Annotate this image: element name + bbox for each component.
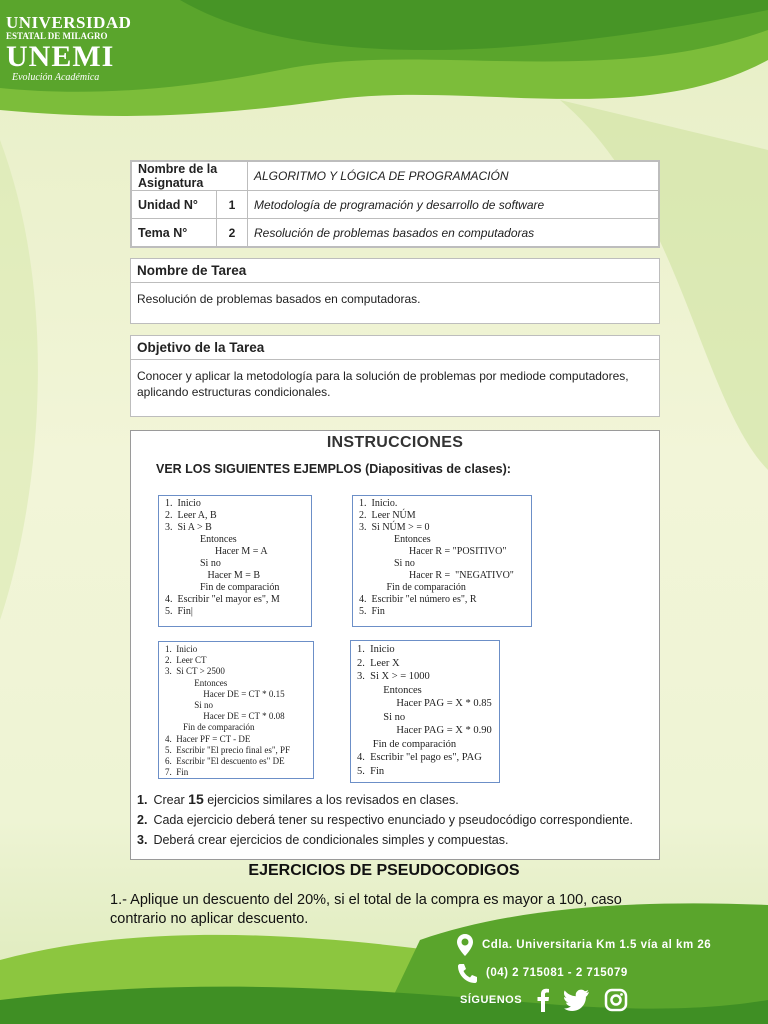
task-name-box bbox=[130, 258, 660, 324]
task-name-body: Resolución de problemas basados en computadoras. bbox=[137, 292, 421, 306]
pseudocode-line: Entonces bbox=[165, 677, 228, 688]
instructions-subtitle: VER LOS SIGUIENTES EJEMPLOS (Diapositivas de clases): bbox=[156, 462, 511, 476]
pseudocode-line: Entonces bbox=[357, 684, 422, 696]
topic-value: Resolución de problemas basados en computadoras bbox=[248, 219, 659, 247]
pseudocode-line: Fin de comparación bbox=[165, 722, 255, 733]
pseudocode-line: 1. Inicio bbox=[165, 644, 198, 654]
pseudocode-line: 2. Leer NÚM bbox=[359, 510, 416, 521]
task-1-text-a: Crear bbox=[153, 793, 189, 807]
footer-social bbox=[460, 988, 628, 1012]
address-text: Cdla. Universitaria Km 1.5 vía al km 26 bbox=[482, 939, 712, 951]
pseudocode-line: 5. Fin bbox=[359, 606, 385, 617]
objective-box bbox=[130, 335, 660, 417]
pseudocode-line: Fin de comparación bbox=[165, 582, 280, 593]
task-2-number: 2. bbox=[137, 813, 148, 827]
follow-label: SÍGUENOS bbox=[460, 994, 523, 1006]
logo-line2: ESTATAL DE MILAGRO bbox=[6, 31, 108, 41]
pseudocode-line: 1. Inicio bbox=[357, 644, 395, 655]
pseudocode-line: Hacer R = "POSITIVO" bbox=[359, 546, 507, 557]
task-list bbox=[137, 791, 633, 853]
pseudocode-line: 7. Fin bbox=[165, 767, 189, 778]
pseudocode-line: Hacer PAG = X * 0.85 bbox=[357, 698, 492, 709]
pseudocode-line: 3. Si X > = 1000 bbox=[357, 671, 430, 682]
task-2-text: Cada ejercicio deberá tener su respectivo enunciado y pseudocódigo correspondiente. bbox=[153, 813, 633, 827]
pseudocode-line: Hacer DE = CT * 0.08 bbox=[165, 711, 285, 722]
unemi-logo bbox=[6, 13, 132, 84]
task-item-2 bbox=[137, 813, 633, 827]
task-name-heading: Nombre de Tarea bbox=[131, 259, 659, 283]
task-item-1 bbox=[137, 791, 633, 807]
pseudocode-line: 4. Hacer PF = CT - DE bbox=[165, 733, 251, 744]
objective-body: Conocer y aplicar la metodología para la solución de problemas por mediode computadores, aplicando estructuras condicionales. bbox=[137, 369, 629, 399]
logo-line1: UNIVERSIDAD bbox=[6, 13, 132, 32]
unit-value: Metodología de programación y desarrollo de software bbox=[248, 191, 659, 219]
facebook-icon[interactable] bbox=[536, 988, 550, 1012]
pseudocode-line: Hacer R = "NEGATIVO" bbox=[359, 570, 514, 581]
location-pin-icon bbox=[456, 933, 474, 957]
unit-label: Unidad N° bbox=[132, 191, 217, 219]
pseudocode-line: 5. Escribir "El precio final es", PF bbox=[165, 744, 291, 755]
subject-info-box bbox=[130, 160, 660, 248]
pseudocode-line: 3. Si NÚM > = 0 bbox=[359, 522, 430, 533]
pseudocode-line: Fin de comparación bbox=[359, 582, 466, 593]
topic-number: 2 bbox=[217, 219, 248, 247]
logo-line3: UNEMI bbox=[6, 40, 115, 73]
pseudocode-line: 1. Inicio. bbox=[359, 498, 398, 509]
pseudocode-line: 6. Escribir "El descuento es" DE bbox=[165, 756, 285, 767]
pseudocode-line: 4. Escribir "el mayor es", M bbox=[165, 594, 280, 605]
pseudocode-line: Si no bbox=[165, 700, 214, 711]
phone-icon bbox=[456, 962, 478, 984]
subject-value: ALGORITMO Y LÓGICA DE PROGRAMACIÓN bbox=[248, 162, 659, 191]
example-1-box bbox=[158, 495, 312, 627]
task-3-number: 3. bbox=[137, 833, 148, 847]
pseudocode-line: Fin de comparación bbox=[357, 738, 457, 750]
topic-label: Tema N° bbox=[132, 219, 217, 247]
task-1-text-b: ejercicios similares a los revisados en clases. bbox=[203, 793, 459, 807]
pseudocode-line: 3. Si A > B bbox=[165, 522, 212, 533]
example-4-box bbox=[350, 640, 500, 783]
example-3-box bbox=[158, 641, 314, 779]
pseudocode-line: 2. Leer CT bbox=[165, 655, 207, 666]
pseudocode-line: 5. Fin bbox=[357, 765, 385, 777]
pseudocode-line: 2. Leer X bbox=[357, 657, 400, 669]
instagram-icon[interactable] bbox=[604, 988, 628, 1012]
example-2-box bbox=[352, 495, 532, 627]
pseudocode-line: Hacer DE = CT * 0.15 bbox=[165, 688, 285, 699]
pseudocode-line: 5. Fin| bbox=[165, 606, 193, 617]
pseudocode-line: 1. Inicio bbox=[165, 498, 201, 509]
footer-address bbox=[456, 933, 711, 957]
unit-number: 1 bbox=[217, 191, 248, 219]
task-1-number: 1. bbox=[137, 793, 148, 807]
pseudocode-line: Hacer M = B bbox=[165, 570, 261, 581]
pseudocode-line: Si no bbox=[165, 558, 221, 569]
pseudocode-line: 2. Leer A, B bbox=[165, 510, 217, 521]
task-3-text: Deberá crear ejercicios de condicionales simples y compuestas. bbox=[153, 833, 509, 847]
subject-label: Nombre de la Asignatura bbox=[132, 162, 248, 191]
pseudocode-line: Si no bbox=[359, 558, 415, 569]
instructions-title: INSTRUCCIONES bbox=[326, 434, 464, 451]
pseudocode-line: 4. Escribir "el número es", R bbox=[359, 594, 477, 605]
pseudocode-line: Entonces bbox=[359, 534, 431, 545]
phone-text: (04) 2 715081 - 2 715079 bbox=[486, 967, 628, 979]
pseudocode-line: Entonces bbox=[165, 534, 237, 545]
exercises-title: EJERCICIOS DE PSEUDOCODIGOS bbox=[248, 862, 520, 879]
subject-info-table bbox=[131, 161, 659, 247]
instructions-panel bbox=[130, 430, 660, 860]
exercise-item-1: 1.- Aplique un descuento del 20%, si el total de la compra es mayor a 100, caso contrario no aplicar descuento. bbox=[110, 892, 622, 927]
footer-phone bbox=[456, 962, 628, 984]
task-1-bold: 15 bbox=[188, 791, 204, 807]
logo-tagline: Evolución Académica bbox=[12, 72, 100, 83]
pseudocode-line: 3. Si CT > 2500 bbox=[165, 666, 225, 677]
task-item-3 bbox=[137, 833, 633, 847]
objective-heading: Objetivo de la Tarea bbox=[131, 336, 659, 360]
twitter-icon[interactable] bbox=[564, 989, 590, 1011]
pseudocode-line: Si no bbox=[357, 711, 406, 723]
pseudocode-line: 4. Escribir "el pago es", PAG bbox=[357, 752, 482, 763]
pseudocode-line: Hacer PAG = X * 0.90 bbox=[357, 725, 492, 736]
pseudocode-line: Hacer M = A bbox=[165, 546, 268, 557]
